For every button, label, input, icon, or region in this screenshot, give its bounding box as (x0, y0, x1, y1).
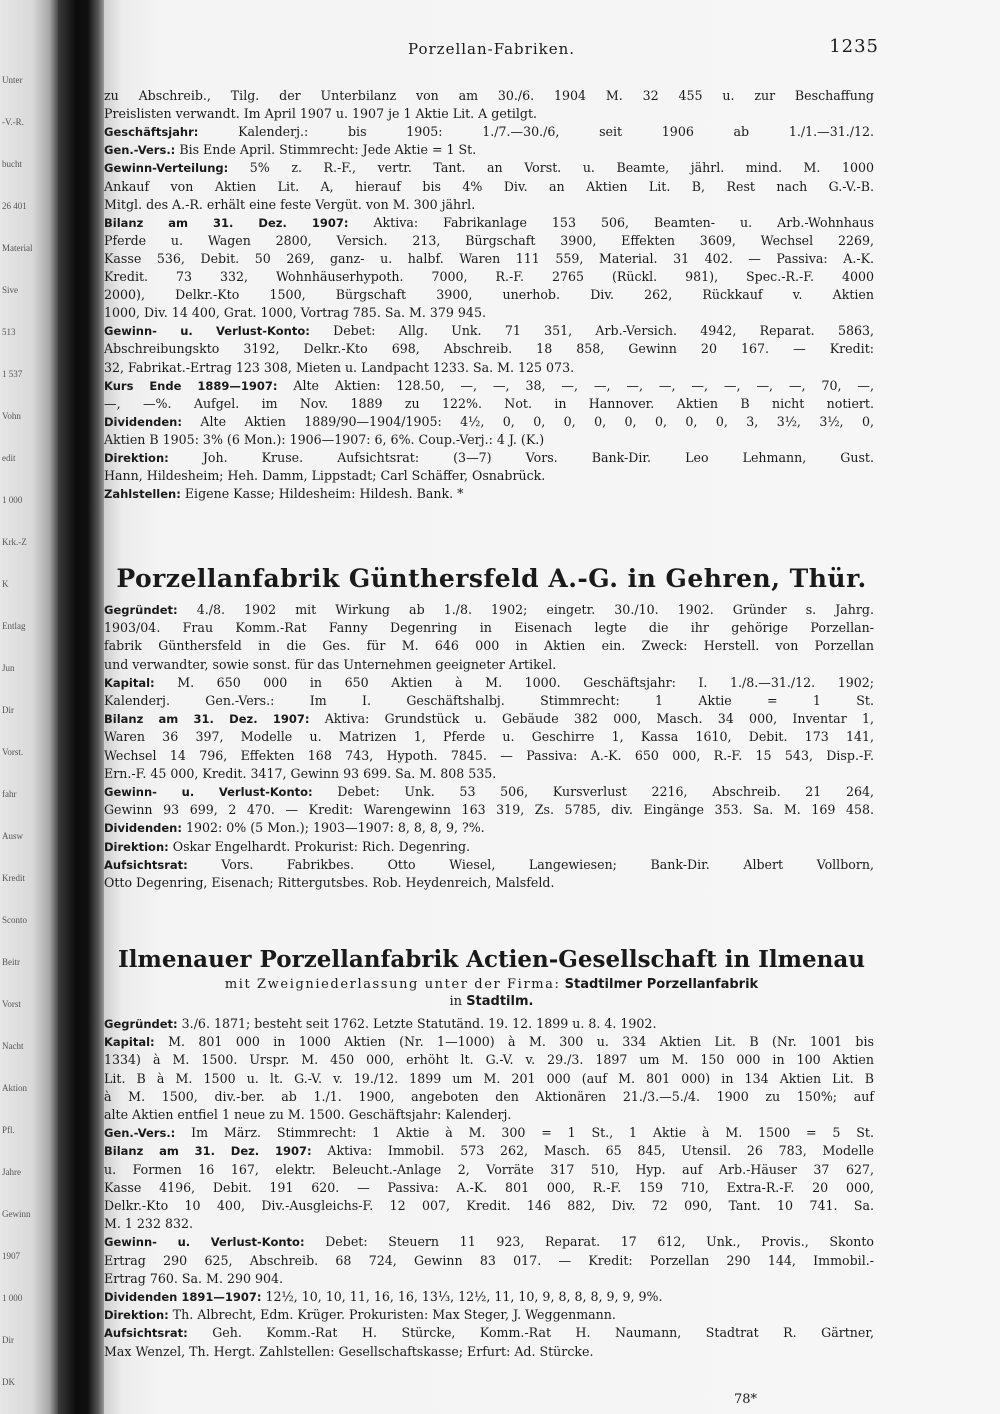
left-margin-fragment: Vorst. (2, 747, 24, 757)
entry-text: 1902: 0% (5 Mon.); 1903—1907: 8, 8, 8, 9, ?%. (185, 820, 485, 836)
left-margin-fragment: Sive (2, 285, 19, 295)
entry-label: Kurs Ende 1889—1907: (104, 378, 278, 393)
text-line (104, 88, 874, 104)
page-number: 1235 (829, 36, 879, 57)
text-line (104, 657, 874, 673)
entry-text: Gewinn 93 699, 2 470. — Kredit: Warengewinn 163 319, Zs. 5785, div. Eingänge 353. Sa. M. 169 458. (104, 802, 874, 818)
entry-label: Aufsichtsrat: (104, 1326, 188, 1341)
text-line (104, 1271, 874, 1287)
left-margin-fragment: K (2, 579, 9, 589)
entry-text: M. 1 232 832. (104, 1216, 193, 1232)
text-line (104, 468, 874, 484)
running-head-title: Porzellan-Fabriken. (407, 40, 576, 58)
entry-text: Preislisten verwandt. Im April 1907 u. 1907 je 1 Aktie Lit. A getilgt. (104, 106, 538, 122)
entry-text: Debet: Unk. 53 506, Kursverlust 2216, Abschreib. 21 264, (337, 784, 875, 799)
entry-text: Eigene Kasse; Hildesheim: Hildesh. Bank. * (184, 486, 464, 502)
branch-location: Stadtilm. (466, 994, 534, 1009)
text-line (104, 766, 874, 782)
text-line (104, 857, 874, 873)
entry-text: Aktiva: Grundstück u. Gebäude 382 000, Masch. 34 000, Inventar 1, (324, 711, 874, 727)
text-line (104, 251, 874, 267)
entry-text: Aktiva: Fabrikanlage 153 506, Beamten- u. Arb.-Wohnhaus (373, 214, 874, 230)
left-margin-fragment: 26 401 (2, 201, 27, 211)
entry-text: Bis Ende April. Stimmrecht: Jede Aktie = 1 St. (179, 142, 477, 158)
entry-label: Gegründet: (104, 603, 178, 617)
entry-text: fabrik Günthersfeld in die Ges. für M. 646 000 in Aktien ein. Zweck: Herstell. von Porzellan (104, 638, 874, 654)
entry-text: u. Formen 16 167, elektr. Beleucht.-Anlage 2, Vorräte 317 510, Hyp. auf Arb.-Häuser 37 627, (104, 1161, 874, 1177)
entry-label: Gen.-Vers.: (104, 143, 176, 158)
entry-text: Oskar Engelhardt. Prokurist: Rich. Degenring. (172, 838, 471, 854)
entry-text: Alte Aktien 1889/90—1904/1905: 4½, 0, 0, 0, 0, 0, 0, 0, 0, 3, 3½, 3½, 0, (200, 413, 874, 429)
left-margin-fragment: Kredit (2, 873, 25, 883)
text-line (104, 305, 874, 321)
entry-text: Ankauf von Aktien Lit. A, hierauf bis 4% Div. an Aktien Lit. B, Rest nach G.-V.-B. (104, 178, 874, 194)
left-margin-fragment: Nacht (2, 1041, 24, 1051)
text-line (104, 360, 874, 376)
entry-label: Dividenden: (104, 414, 182, 429)
entry-label: Gen.-Vers.: (104, 1126, 176, 1141)
entry-text: und verwandter, sowie sonst. für das Unternehmen geeigneter Artikel. (104, 656, 557, 672)
entry-text: Otto Degenring, Eisenach; Rittergutsbes. Rob. Heydenreich, Malsfeld. (104, 875, 555, 890)
left-margin-fragment: Unter (2, 75, 23, 85)
text-line (104, 378, 874, 394)
section-heading-guenthersfeld: Porzellanfabrik Günthersfeld A.-G. in Gehren, Thür. (116, 564, 867, 593)
text-line (104, 1289, 874, 1305)
entry-label: Bilanz am 31. Dez. 1907: (104, 215, 349, 230)
text-line (104, 142, 874, 158)
left-margin-fragment: Material (2, 243, 33, 253)
entry-text: Vors. Fabrikbes. Otto Wiesel, Langewiesen; Bank-Dir. Albert Vollborn, (221, 856, 874, 872)
entry-text: —, —%. Aufgel. im Nov. 1889 zu 122%. Not. in Hannover. Aktien B nicht notiert. (104, 395, 874, 411)
left-margin-fragment: 513 (2, 327, 16, 337)
left-margin-fragment: DK (2, 1377, 15, 1387)
text-line (104, 711, 874, 727)
left-margin-fragment: Ausw (2, 831, 24, 841)
entry-text: Kredit. 73 332, Wohnhäuserhypoth. 7000, R.-F. 2765 (Rückl. 981), Spec.-R.-F. 4000 (104, 269, 874, 284)
text-line (104, 1162, 874, 1178)
text-line (104, 233, 874, 249)
text-line (104, 287, 874, 303)
entry-text: 2000), Delkr.-Kto 1500, Bürgschaft 3900, unerhob. Div. 262, Rückkauf v. Aktien (104, 287, 874, 303)
text-line (104, 197, 874, 213)
text-line (104, 802, 874, 818)
entry-text: Debet: Steuern 11 923, Reparat. 17 612, Unk., Provis., Skonto (325, 1234, 874, 1250)
book-gutter (58, 0, 104, 1414)
left-margin-fragment: Dir (2, 1335, 14, 1345)
left-page-edge (0, 0, 58, 1414)
text-line (104, 1089, 874, 1105)
entry-text: Kasse 536, Debit. 50 269, ganz- u. halbf. Waren 111 559, Material. 31 402. — Passiva: A.-K. (104, 250, 874, 266)
section-subheading-branch (104, 977, 879, 992)
left-margin-fragment: Vorst (2, 999, 21, 1009)
entry-text: Geh. Komm.-Rat H. Stürcke, Komm.-Rat H. Naumann, Stadtrat R. Gärtner, (212, 1325, 874, 1341)
text-line (104, 1143, 874, 1159)
entry-text: Pferde u. Wagen 2800, Versich. 213, Bürgschaft 3900, Effekten 3609, Wechsel 2269, (104, 232, 874, 248)
entry-label: Geschäftsjahr: (104, 125, 199, 140)
text-line (104, 1234, 874, 1250)
entry-text: Ertrag 290 625, Abschreib. 68 724, Gewinn 83 017. — Kredit: Porzellan 290 144, Immobil.- (104, 1252, 874, 1268)
entry-text: 1334) à M. 1500. Urspr. M. 450 000, erhöht lt. G.-V. v. 29./3. 1897 um M. 150 000 in 100 Aktien (104, 1052, 874, 1068)
entry-text: Ern.-F. 45 000, Kredit. 3417, Gewinn 93 699. Sa. M. 808 535. (104, 765, 497, 781)
left-margin-fragment: Jun (2, 663, 15, 673)
entry-text: Mitgl. des A.-R. erhält eine feste Vergüt. von M. 300 jährl. (104, 196, 476, 212)
entry-label: Bilanz am 31. Dez. 1907: (104, 712, 310, 727)
text-line (104, 269, 874, 285)
left-margin-fragment: Entlag (2, 621, 26, 631)
left-margin-fragment: Pfl. (2, 1125, 15, 1135)
entry-text: 32, Fabrikat.-Ertrag 123 308, Mieten u. Landpacht 1233. Sa. M. 125 073. (104, 359, 575, 375)
left-margin-fragment: Sconto (2, 915, 28, 925)
entry-text: M. 801 000 in 1000 Aktien (Nr. 1—1000) à M. 300 u. 334 Aktien Lit. B (Nr. 1001 bis (168, 1034, 874, 1050)
entry-label: Direktion: (104, 451, 169, 465)
left-margin-fragment: Dir (2, 705, 14, 715)
text-line (104, 839, 874, 855)
entry-label: Kapital: (104, 1035, 155, 1050)
text-line (104, 1180, 874, 1196)
text-line (104, 1052, 874, 1068)
text-line (104, 1016, 874, 1032)
entry-label: Gegründet: (104, 1017, 178, 1031)
entry-text: 4./8. 1902 mit Wirkung ab 1./8. 1902; eingetr. 30./10. 1902. Gründer s. Jahrg. (196, 602, 874, 617)
left-margin-fragment: fahr (2, 789, 17, 799)
text-line (104, 179, 874, 195)
text-line (104, 1216, 874, 1232)
entry-label: Gewinn- u. Verlust-Konto: (104, 324, 310, 339)
left-margin-fragment: 1 537 (2, 369, 23, 379)
left-margin-fragment: Gewinn (2, 1209, 31, 1219)
entry-label: Direktion: (104, 1308, 169, 1323)
entry-label: Direktion: (104, 839, 169, 854)
left-margin-fragment: Beitr (2, 957, 20, 967)
entry-text: Hann, Hildesheim; Heh. Damm, Lippstadt; Carl Schäffer, Osnabrück. (104, 468, 546, 484)
left-margin-fragment: 1 000 (2, 1293, 23, 1303)
entry-text: 1000, Div. 14 400, Grat. 1000, Vortrag 785. Sa. M. 379 945. (104, 305, 486, 321)
section-heading-ilmenau: Ilmenauer Porzellanfabrik Actien-Gesellschaft in Ilmenau (117, 946, 865, 973)
entry-text: Kasse 4196, Debit. 191 620. — Passiva: A.-K. 801 000, R.-F. 159 710, Extra-R.-F. 20 000, (104, 1179, 874, 1195)
left-margin-fragment: Vohn (2, 411, 21, 421)
left-margin-fragment: bucht (2, 159, 22, 169)
text-line (104, 1344, 874, 1360)
entry-label: Dividenden: (104, 821, 182, 836)
entry-text: Delkr.-Kto 10 400, Div.-Ausgleichs-F. 12 007, Kredit. 146 882, Div. 72 090, Tant. 10 741. Sa. (104, 1198, 874, 1213)
signature-mark: 78* (734, 1392, 758, 1407)
running-head (104, 36, 879, 60)
text-line (104, 1071, 874, 1087)
text-line (104, 1307, 874, 1323)
left-margin-fragment: Krk.-Z (2, 537, 27, 547)
entry-text: Lit. B à M. 1500 u. lt. G.-V. v. 19./12. 1899 um M. 201 000 (auf M. 801 000) in 134 Aktien Lit. B (104, 1070, 874, 1086)
entry-text: Alte Aktien: 128.50, —, —, 38, —, —, —, —, —, —, —, —, 70, —, (293, 377, 875, 393)
entry-text: 3./6. 1871; besteht seit 1762. Letzte Statutänd. 19. 12. 1899 u. 8. 4. 1902. (181, 1016, 657, 1031)
text-line (104, 124, 874, 140)
entry-label: Bilanz am 31. Dez. 1907: (104, 1144, 312, 1159)
entry-label: Gewinn- u. Verlust-Konto: (104, 785, 313, 799)
left-margin-fragment: 1 000 (2, 495, 23, 505)
text-line (104, 106, 874, 122)
entry-text: M. 650 000 in 650 Aktien à M. 1000. Geschäftsjahr: I. 1./8.—31./12. 1902; (177, 674, 874, 690)
entry-text: Ertrag 760. Sa. M. 290 904. (104, 1270, 284, 1286)
text-line (104, 638, 874, 654)
entry-text: Wechsel 14 796, Effekten 168 743, Hypoth. 7845. — Passiva: A.-K. 650 000, R.-F. 15 543, Disp.-F. (104, 747, 874, 763)
entry-text: 12½, 10, 10, 11, 16, 16, 13⅓, 12½, 11, 10, 9, 8, 8, 8, 9, 9, 9%. (265, 1289, 663, 1304)
entry-text: Abschreibungskto 3192, Delkr.-Kto 698, Abschreib. 18 858, Gewinn 20 167. — Kredit: (104, 341, 874, 357)
left-margin-fragment: 1907 (2, 1251, 20, 1261)
document-page (104, 0, 1000, 1414)
text-line (104, 450, 874, 466)
entry-label: Kapital: (104, 675, 155, 690)
section-subheading-location (104, 994, 879, 1009)
text-line (104, 748, 874, 764)
entry-label: Gewinn-Verteilung: (104, 161, 229, 176)
left-margin-fragment: -V.-R. (2, 117, 24, 127)
text-line (104, 396, 874, 412)
text-line (104, 820, 874, 836)
entry-text: Th. Albrecht, Edm. Krüger. Prokuristen: Max Steger, J. Weggenmann. (172, 1307, 616, 1323)
text-line (104, 215, 874, 231)
text-line (104, 1034, 874, 1050)
text-line (104, 784, 874, 800)
entry-text: Debet: Allg. Unk. 71 351, Arb.-Versich. 4942, Reparat. 5863, (333, 323, 874, 339)
entry-text: Im März. Stimmrecht: 1 Aktie à M. 300 = 1 St., 1 Aktie à M. 1500 = 5 St. (191, 1125, 874, 1141)
entry-text: Kalenderj.: bis 1905: 1./7.—30./6, seit 1906 ab 1./1.—31./12. (238, 124, 874, 140)
entry-text: Waren 36 397, Modelle u. Matrizen 1, Pferde u. Geschirre 1, Kassa 1610, Debit. 173 141, (104, 729, 874, 745)
text-line (104, 341, 874, 357)
entry-text: alte Aktien entfiel 1 neue zu M. 1500. Geschäftsjahr: Kalenderj. (104, 1107, 512, 1122)
entry-label: Gewinn- u. Verlust-Konto: (104, 1235, 305, 1250)
left-margin-fragment: edit (2, 453, 16, 463)
entry-text: Joh. Kruse. Aufsichtsrat: (3—7) Vors. Bank-Dir. Leo Lehmann, Gust. (202, 450, 874, 465)
text-line (104, 1107, 874, 1123)
text-line (104, 160, 874, 176)
text-line (104, 675, 874, 691)
branch-name: Stadtilmer Porzellanfabrik (564, 977, 759, 992)
text-line (104, 1253, 874, 1269)
entry-text: Max Wenzel, Th. Hergt. Zahlstellen: Gesellschaftskasse; Erfurt: Ad. Stürcke. (104, 1343, 594, 1359)
text-line (104, 602, 874, 618)
branch-location-prefix: in (449, 994, 463, 1009)
entry-label: Zahlstellen: (104, 487, 181, 502)
branch-intro: mit Zweigniederlassung unter der Firma: (224, 977, 561, 992)
entry-text: 1903/04. Frau Komm.-Rat Fanny Degenring in Eisenach legte die ihr gehörige Porzellan- (104, 620, 874, 636)
entry-text: 5% z. R.-F., vertr. Tant. an Vorst. u. Beamte, jährl. mind. M. 1000 (249, 160, 874, 176)
entry-text: Kalenderj. Gen.-Vers.: Im I. Geschäftshalbj. Stimmrecht: 1 Aktie = 1 St. (104, 693, 874, 708)
text-line (104, 875, 874, 891)
entry-text: Aktiva: Immobil. 573 262, Masch. 65 845, Utensil. 26 783, Modelle (327, 1143, 874, 1159)
text-line (104, 1125, 874, 1141)
entry-text: zu Abschreib., Tilg. der Unterbilanz von am 30./6. 1904 M. 32 455 u. zur Beschaffung (104, 88, 874, 103)
left-margin-fragment: Jahre (2, 1167, 21, 1177)
entry-label: Dividenden 1891—1907: (104, 1290, 262, 1304)
entry-label: Aufsichtsrat: (104, 857, 188, 872)
text-line (104, 414, 874, 430)
left-margin-fragment: Aktion (2, 1083, 28, 1093)
entry-text: à M. 1500, div.-ber. ab 1./1. 1900, angeboten den Aktionären 21./3.—5./4. 1900 zu 150%; auf (104, 1088, 874, 1104)
text-line (104, 432, 874, 448)
text-line (104, 1198, 874, 1214)
text-line (104, 1325, 874, 1341)
text-line (104, 486, 874, 502)
text-line (104, 323, 874, 339)
text-line (104, 693, 874, 709)
entry-text: Aktien B 1905: 3% (6 Mon.): 1906—1907: 6, 6%. Coup.-Verj.: 4 J. (K.) (104, 431, 545, 447)
text-line (104, 729, 874, 745)
text-line (104, 620, 874, 636)
